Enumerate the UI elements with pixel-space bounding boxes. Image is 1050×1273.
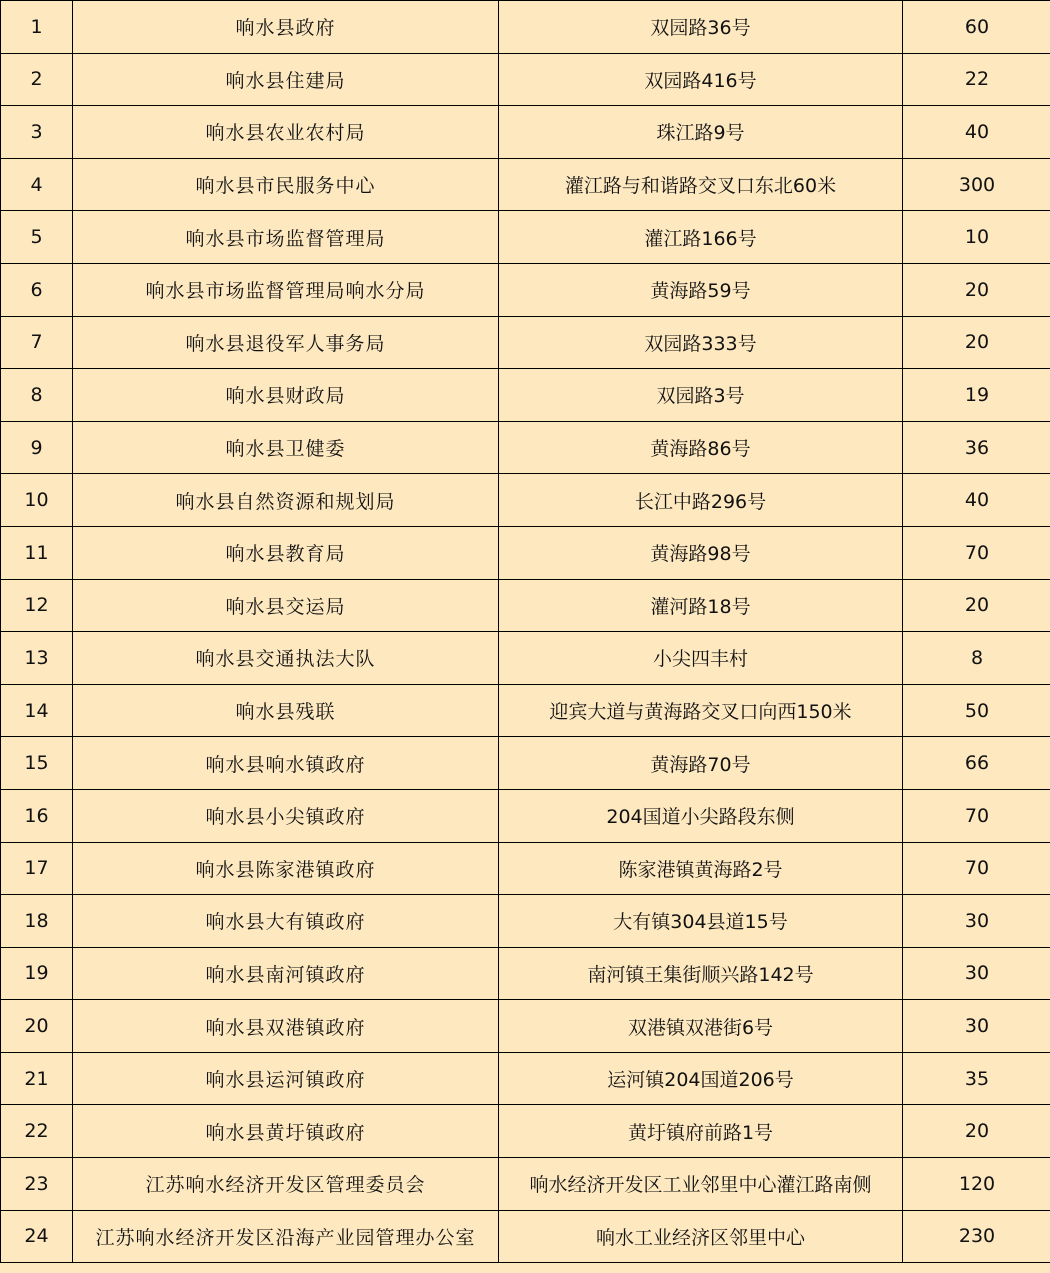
row-number-cell: 9 (1, 421, 73, 474)
count-cell: 50 (903, 684, 1050, 737)
row-number-cell: 12 (1, 579, 73, 632)
table-row (1, 316, 1050, 369)
unit-name-cell: 响水县南河镇政府 (73, 947, 499, 1000)
count-cell: 10 (903, 211, 1050, 264)
address-cell: 迎宾大道与黄海路交叉口向西150米 (499, 684, 903, 737)
unit-name-cell: 响水县住建局 (73, 53, 499, 106)
count-cell: 70 (903, 789, 1050, 842)
row-number-cell: 13 (1, 632, 73, 685)
address-cell: 珠江路9号 (499, 106, 903, 159)
unit-name-cell: 响水县市场监督管理局响水分局 (73, 263, 499, 316)
table-row (1, 632, 1050, 685)
unit-name-cell: 响水县双港镇政府 (73, 1000, 499, 1053)
table-row (1, 1000, 1050, 1053)
row-number-cell: 17 (1, 842, 73, 895)
address-cell: 双园路333号 (499, 316, 903, 369)
row-number-cell: 19 (1, 947, 73, 1000)
count-cell: 30 (903, 895, 1050, 948)
unit-name-cell: 响水县市民服务中心 (73, 158, 499, 211)
table-row (1, 895, 1050, 948)
row-number-cell: 3 (1, 106, 73, 159)
count-cell: 8 (903, 632, 1050, 685)
row-number-cell: 22 (1, 1105, 73, 1158)
count-cell: 36 (903, 421, 1050, 474)
unit-name-cell: 响水县响水镇政府 (73, 737, 499, 790)
row-number-cell: 4 (1, 158, 73, 211)
unit-name-cell: 响水县卫健委 (73, 421, 499, 474)
table-row (1, 842, 1050, 895)
row-number-cell: 10 (1, 474, 73, 527)
count-cell: 19 (903, 369, 1050, 422)
address-cell: 长江中路296号 (499, 474, 903, 527)
address-cell: 204国道小尖路段东侧 (499, 789, 903, 842)
count-cell: 20 (903, 579, 1050, 632)
table-row (1, 474, 1050, 527)
unit-name-cell: 响水县黄圩镇政府 (73, 1105, 499, 1158)
row-number-cell: 16 (1, 789, 73, 842)
address-cell: 黄海路86号 (499, 421, 903, 474)
count-cell: 20 (903, 1105, 1050, 1158)
table-row (1, 106, 1050, 159)
unit-name-cell: 响水县残联 (73, 684, 499, 737)
table-row (1, 789, 1050, 842)
table-row (1, 211, 1050, 264)
table-body (1, 1, 1050, 1263)
table-row (1, 737, 1050, 790)
address-cell: 小尖四丰村 (499, 632, 903, 685)
count-cell: 40 (903, 474, 1050, 527)
count-cell: 20 (903, 316, 1050, 369)
table-row (1, 526, 1050, 579)
row-number-cell: 7 (1, 316, 73, 369)
row-number-cell: 23 (1, 1158, 73, 1211)
row-number-cell: 11 (1, 526, 73, 579)
count-cell: 70 (903, 526, 1050, 579)
row-number-cell: 6 (1, 263, 73, 316)
count-cell: 22 (903, 53, 1050, 106)
count-cell: 30 (903, 1000, 1050, 1053)
address-cell: 黄圩镇府前路1号 (499, 1105, 903, 1158)
table-row (1, 263, 1050, 316)
count-cell: 60 (903, 1, 1050, 54)
table-row (1, 1, 1050, 54)
table-row (1, 1158, 1050, 1211)
unit-name-cell: 江苏响水经济开发区沿海产业园管理办公室 (73, 1210, 499, 1263)
table-row (1, 53, 1050, 106)
count-cell: 300 (903, 158, 1050, 211)
address-cell: 南河镇王集街顺兴路142号 (499, 947, 903, 1000)
count-cell: 20 (903, 263, 1050, 316)
unit-name-cell: 响水县陈家港镇政府 (73, 842, 499, 895)
table-row (1, 158, 1050, 211)
unit-name-cell: 响水县农业农村局 (73, 106, 499, 159)
unit-name-cell: 响水县教育局 (73, 526, 499, 579)
count-cell: 70 (903, 842, 1050, 895)
address-cell: 灌河路18号 (499, 579, 903, 632)
unit-name-cell: 响水县大有镇政府 (73, 895, 499, 948)
row-number-cell: 1 (1, 1, 73, 54)
count-cell: 30 (903, 947, 1050, 1000)
count-cell: 40 (903, 106, 1050, 159)
address-cell: 响水经济开发区工业邻里中心灌江路南侧 (499, 1158, 903, 1211)
address-cell: 黄海路70号 (499, 737, 903, 790)
row-number-cell: 8 (1, 369, 73, 422)
address-cell: 陈家港镇黄海路2号 (499, 842, 903, 895)
unit-name-cell: 响水县运河镇政府 (73, 1052, 499, 1105)
row-number-cell: 18 (1, 895, 73, 948)
table-row (1, 579, 1050, 632)
unit-name-cell: 响水县市场监督管理局 (73, 211, 499, 264)
address-cell: 黄海路98号 (499, 526, 903, 579)
table-row (1, 369, 1050, 422)
address-cell: 黄海路59号 (499, 263, 903, 316)
row-number-cell: 14 (1, 684, 73, 737)
count-cell: 120 (903, 1158, 1050, 1211)
unit-name-cell: 响水县政府 (73, 1, 499, 54)
row-number-cell: 2 (1, 53, 73, 106)
address-cell: 响水工业经济区邻里中心 (499, 1210, 903, 1263)
count-cell: 66 (903, 737, 1050, 790)
address-cell: 双园路3号 (499, 369, 903, 422)
table-row (1, 947, 1050, 1000)
address-cell: 灌江路与和谐路交叉口东北60米 (499, 158, 903, 211)
table-row (1, 1052, 1050, 1105)
unit-name-cell: 响水县自然资源和规划局 (73, 474, 499, 527)
table-row (1, 1105, 1050, 1158)
address-cell: 运河镇204国道206号 (499, 1052, 903, 1105)
unit-name-cell: 响水县交通执法大队 (73, 632, 499, 685)
address-cell: 灌江路166号 (499, 211, 903, 264)
table-row (1, 421, 1050, 474)
unit-name-cell: 江苏响水经济开发区管理委员会 (73, 1158, 499, 1211)
count-cell: 230 (903, 1210, 1050, 1263)
address-cell: 双港镇双港街6号 (499, 1000, 903, 1053)
address-cell: 双园路416号 (499, 53, 903, 106)
unit-name-cell: 响水县小尖镇政府 (73, 789, 499, 842)
count-cell: 35 (903, 1052, 1050, 1105)
row-number-cell: 20 (1, 1000, 73, 1053)
address-cell: 双园路36号 (499, 1, 903, 54)
table-row (1, 684, 1050, 737)
unit-name-cell: 响水县财政局 (73, 369, 499, 422)
row-number-cell: 24 (1, 1210, 73, 1263)
row-number-cell: 21 (1, 1052, 73, 1105)
table-row (1, 1210, 1050, 1263)
address-cell: 大有镇304县道15号 (499, 895, 903, 948)
row-number-cell: 5 (1, 211, 73, 264)
unit-name-cell: 响水县退役军人事务局 (73, 316, 499, 369)
unit-name-cell: 响水县交运局 (73, 579, 499, 632)
row-number-cell: 15 (1, 737, 73, 790)
